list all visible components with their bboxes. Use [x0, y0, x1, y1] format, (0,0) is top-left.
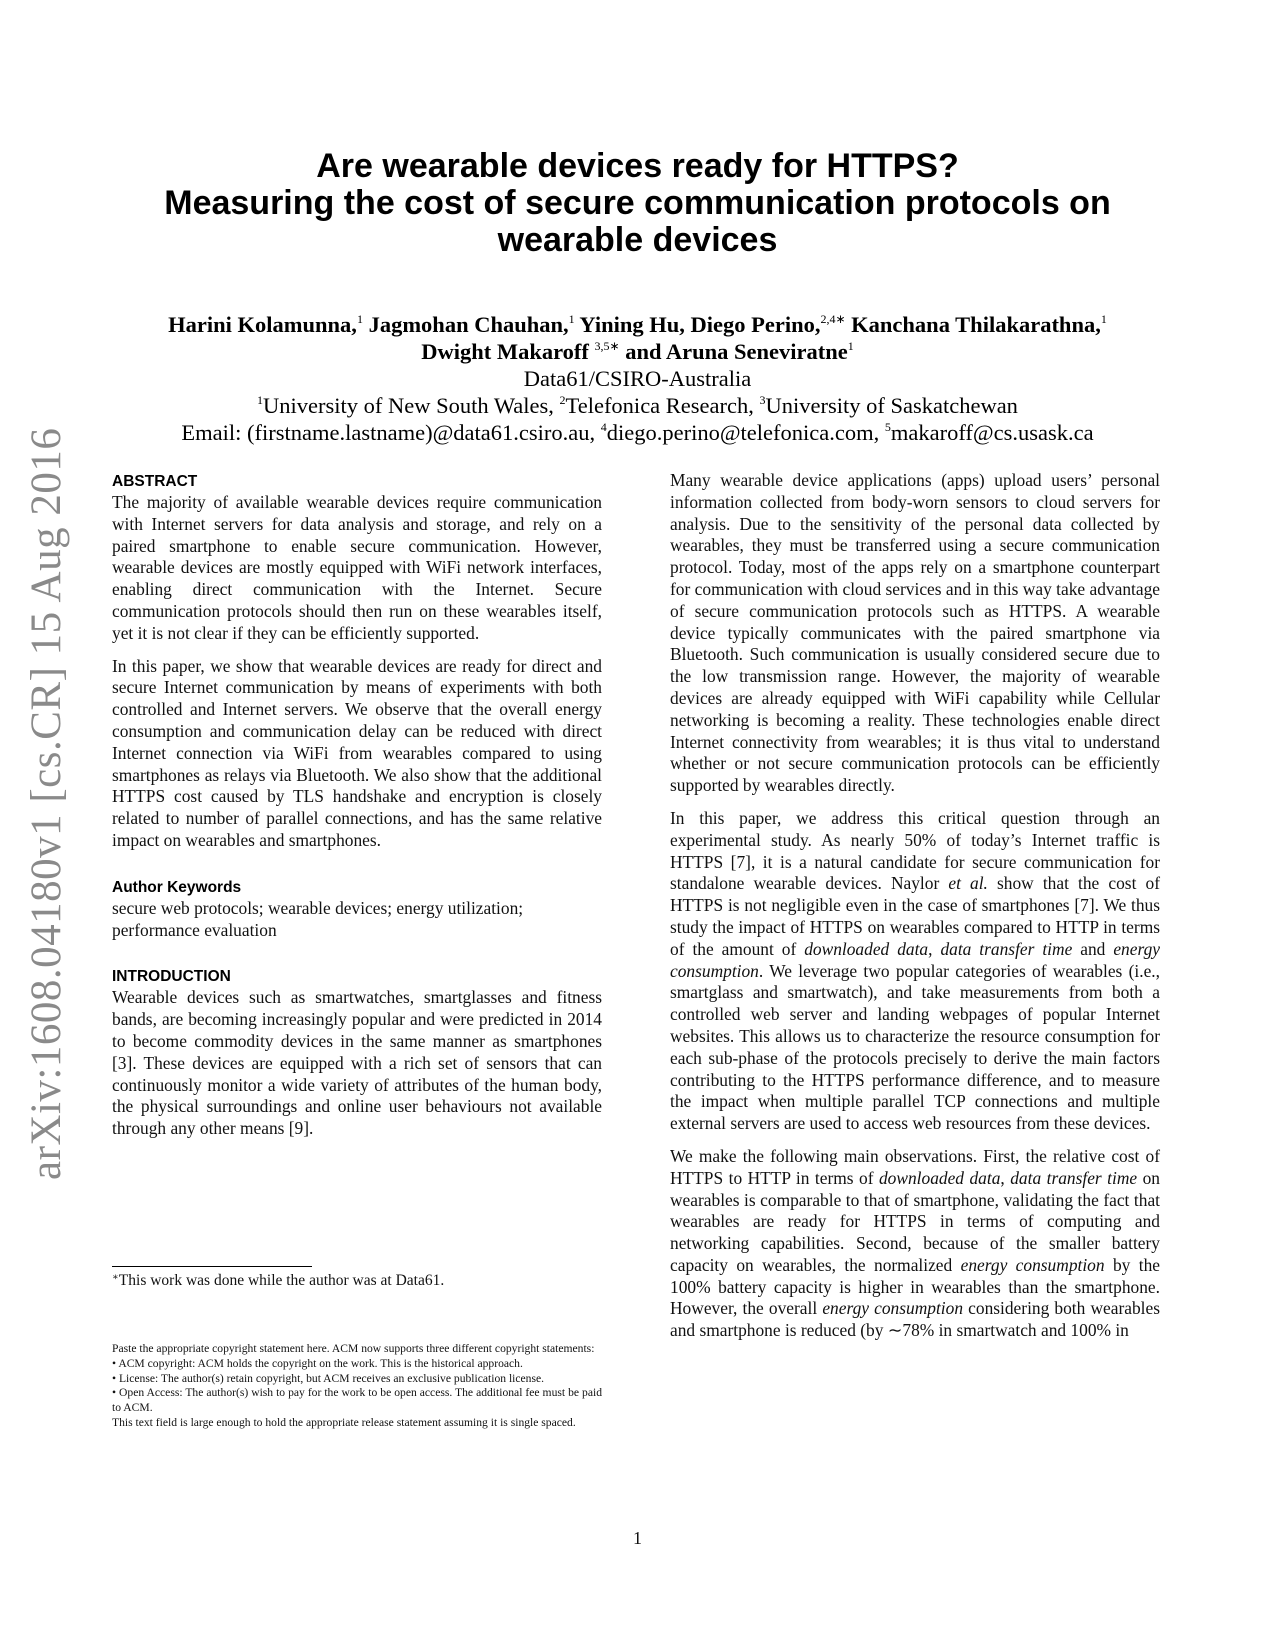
copyright-line: This text field is large enough to hold the appropriate release statement assuming it is single spaced.	[112, 1415, 576, 1429]
author-line-2	[100, 338, 1175, 365]
organization: Data61/CSIRO-Australia	[523, 366, 752, 391]
intro-paragraph-3: In this paper, we address this critical question through an experimental study. As nearly 50% of today’s Internet traffic is HTTPS [7], it is a natural candidate for secure communication for standalone wearable devices. Naylor et al. show that the cost of HTTPS is not negligible even in the case of smartphones [7]. We thus study the impact of HTTPS on wearables compared to HTTP in terms of the amount of downloaded data, data transfer time and energy consumption. We leverage two popular categories of wearables (i.e., smartglass and smartwatch), and take measurements from both a controlled web server and landing webpages of popular Internet websites. This allows us to characterize the resource consumption for each sub-phase of the protocols precisely to derive the main factors contributing to the HTTPS performance difference, and to measure the impact when multiple parallel TCP connections and multiple external servers are used to access web resources from these devices.	[670, 807, 1160, 1134]
author-makaroff: Dwight Makaroff	[421, 339, 595, 364]
author-chauhan: Jagmohan Chauhan,	[362, 312, 569, 337]
intro-paragraph-2: Many wearable device applications (apps) upload users’ personal information collected from body-worn sensors to cloud servers for analysis. Due to the sensitivity of the personal data collected by wearables, they must be transferred using a secure communication protocol. Today, most of the apps rely on a smartphone counterpart for communication with cloud services and in this way take advantage of secure communication protocols such as HTTPS. A wearable device typically communicates with the paired smartphone via Bluetooth. Such communication is usually considered secure due to the low transmission range. However, the majority of wearable devices are already equipped with WiFi capability while Cellular networking is becoming a reality. These technologies enable direct Internet connectivity from wearables; it is thus vital to understand whether or not secure communication protocols can be efficiently supported by wearables directly.	[670, 470, 1160, 796]
abstract-heading: ABSTRACT	[112, 473, 198, 490]
arxiv-identifier-stamp: arXiv:1608.04180v1 [cs.CR] 15 Aug 2016	[23, 427, 70, 1180]
footnote: ∗This work was done while the author was at Data61.	[112, 1272, 445, 1289]
email-line: Email: (firstname.lastname)@data61.csiro.au, $^4$diego.perino@telefonica.com, $^5$makaroff@cs.usask.ca	[181, 420, 1094, 445]
title-line-2: Measuring the cost of secure communication protocols on	[164, 184, 1111, 222]
author-sup: 2,4∗	[820, 312, 846, 326]
introduction-paragraph-1: Wearable devices such as smartwatches, smartglasses and fitness bands, are becoming increasingly popular and were predicted in 2014 to become commodity devices in the same manner as smartphones [3]. These devices are equipped with a rich set of sensors that can continuously monitor a wide variety of attributes of the human body, the physical surroundings and online user behaviours not available through any other means [9].	[112, 987, 602, 1139]
right-column	[670, 470, 1160, 1342]
title-line-1: Are wearable devices ready for HTTPS?	[316, 147, 959, 185]
author-kolamunna: Harini Kolamunna,	[168, 312, 357, 337]
author-sup: 1	[568, 312, 575, 326]
keywords-heading: Author Keywords	[112, 878, 242, 896]
copyright-line: Paste the appropriate copyright statement here. ACM now supports three different copyright statements:	[112, 1342, 595, 1355]
paper-title	[100, 148, 1175, 259]
copyright-line: • Open Access: The author(s) wish to pay for the work to be open access. The additional fee must be paid to ACM.	[112, 1386, 602, 1415]
copyright-block	[112, 1342, 602, 1431]
left-column	[112, 472, 602, 1140]
title-line-3: wearable devices	[497, 221, 778, 259]
intro-paragraph-4: We make the following main observations. First, the relative cost of HTTPS to HTTP in terms of downloaded data, data transfer time on wearables is comparable to that of smartphone, validating the fact that wearables are ready for HTTPS in terms of computing and networking capabilities. Second, because of the smaller battery capacity on wearables, the normalized energy consumption by the 100% battery capacity is higher in wearables than the smartphone. However, the overall energy consumption considering both wearables and smartphone is reduced (by ∼78% in smartwatch and 100% in	[670, 1145, 1160, 1341]
copyright-line: • ACM copyright: ACM holds the copyright on the work. This is the historical approach.	[112, 1356, 523, 1370]
abstract-paragraph-1: The majority of available wearable devices require communication with Internet servers for data analysis and storage, and rely on a paired smartphone to enable secure communication. However, wearable devices are mostly equipped with WiFi network interfaces, enabling direct communication with the Internet. Secure communication protocols should then run on these wearables itself, yet it is not clear if they can be efficiently supported.	[112, 492, 602, 643]
author-sup: 1	[847, 339, 854, 353]
abstract-paragraph-2: In this paper, we show that wearable devices are ready for direct and secure Internet communication by means of experiments with both controlled and Internet servers. We observe that the overall energy consumption and communication delay can be reduced with direct Internet connection via WiFi from wearables compared to using smartphones as relays via Bluetooth. We also show that the additional HTTPS cost caused by TLS handshake and encryption is closely related to number of parallel connections, and has the same relative impact on wearables and smartphones.	[112, 655, 602, 850]
author-sup: 3,5∗	[594, 339, 620, 353]
page-number: 1	[633, 1528, 642, 1548]
copyright-line: • License: The author(s) retain copyright, but ACM receives an exclusive publication license.	[112, 1371, 545, 1385]
author-thilakarathna: Kanchana Thilakarathna,	[845, 312, 1101, 337]
footnote-rule	[112, 1266, 312, 1267]
introduction-heading: INTRODUCTION	[112, 968, 231, 986]
keywords-text: secure web protocols; wearable devices; energy utilization; performance evaluation	[112, 897, 524, 940]
author-hu-perino: Yining Hu, Diego Perino,	[574, 312, 821, 337]
author-sup: 1	[1100, 312, 1107, 326]
affiliations: $^1$University of New South Wales, $^2$Telefonica Research, $^3$University of Saskatchewan	[257, 393, 1018, 418]
author-block	[100, 311, 1175, 446]
author-sup: 1	[356, 312, 363, 326]
author-seneviratne: and Aruna Seneviratne	[619, 339, 848, 364]
author-line-1	[100, 311, 1175, 338]
